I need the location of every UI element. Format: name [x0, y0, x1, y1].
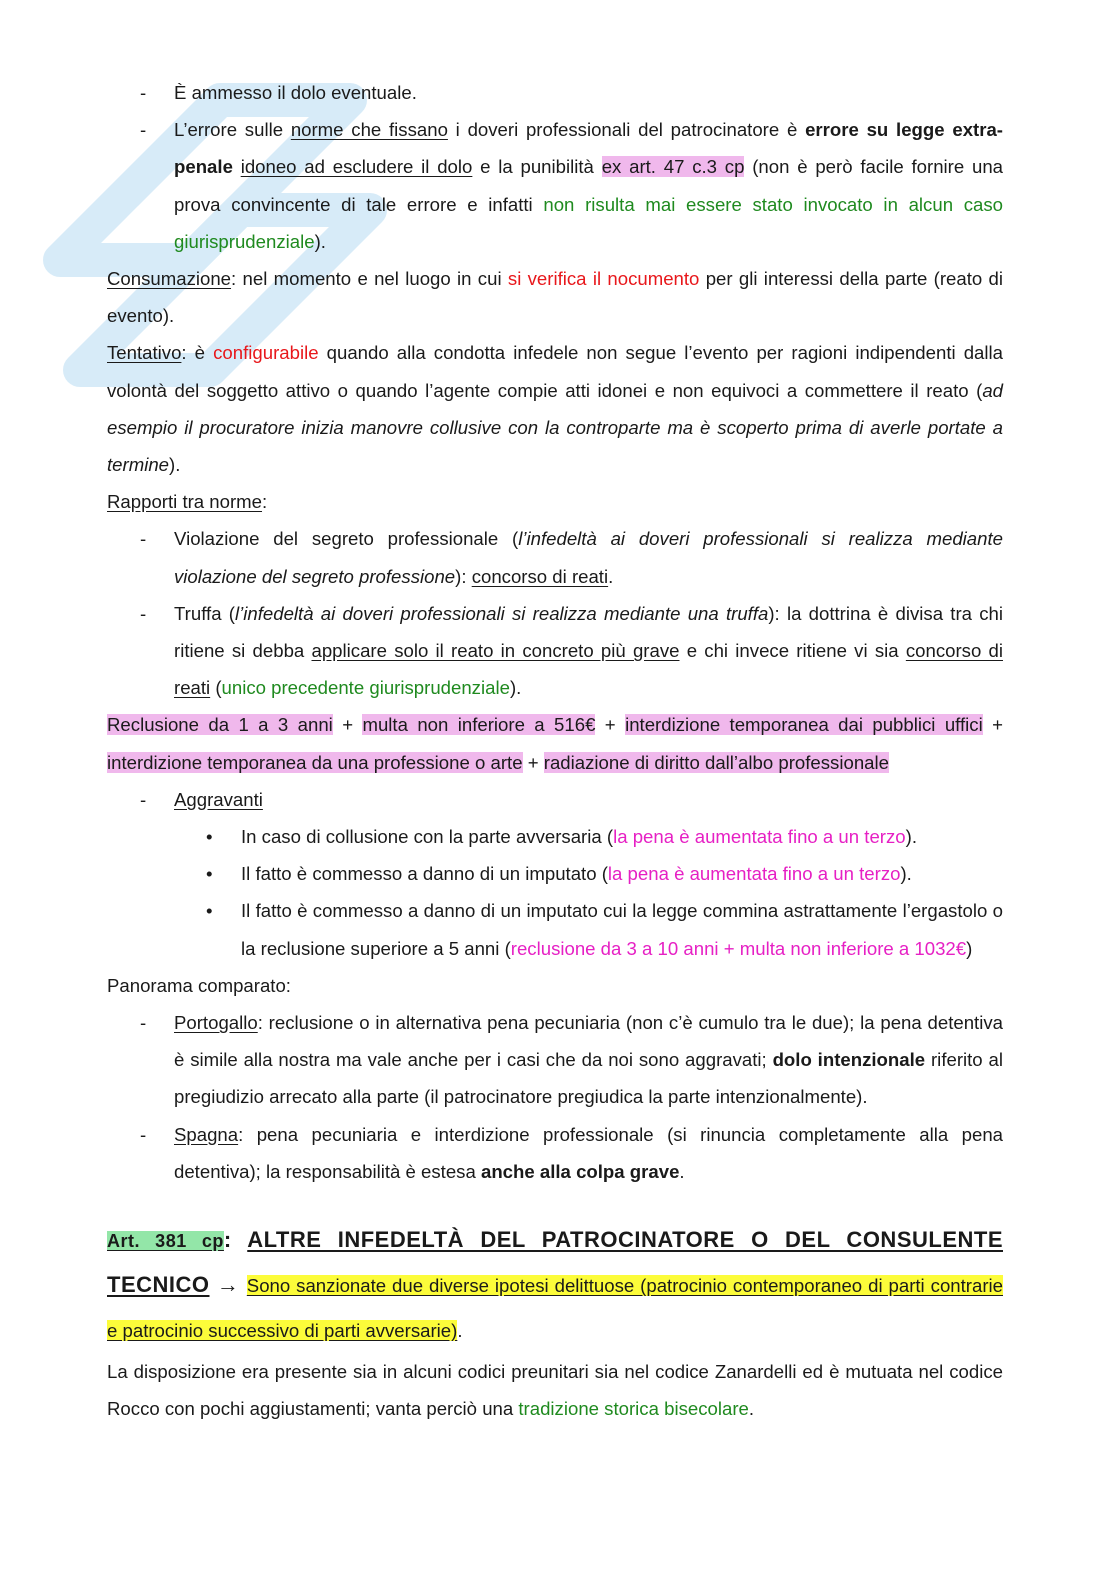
- list-item: - L’errore sulle norme che fissano i doveri professionali del patrocinatore è errore su legge extra-penale idoneo ad escludere il dolo e la punibilità ex art. 47 c.3 cp (non è però facile fornire una prova convincente di tale errore e infatti non risulta mai essere stato invocato in alcun caso giurisprudenziale).: [107, 111, 1003, 260]
- article-label: Art. 381 cp: [107, 1231, 224, 1252]
- paragraph-tentativo: Tentativo: è configurabile quando alla condotta infedele non segue l’evento per ragioni indipendenti dalla volontà del soggetto attivo o quando l’agente compie atti idonei e non equivoci a commettere il reato (ad esempio il procuratore inizia manovre collusive con la controparte ma è scoperto prima di averle portate a termine).: [107, 342, 1003, 476]
- list-item: - Violazione del segreto professionale (l’infedeltà ai doveri professionali si realizza mediante violazione del segreto professione): concorso di reati.: [107, 520, 1003, 594]
- list-item: - Aggravanti: [107, 781, 1003, 818]
- paragraph-rapporti: Rapporti tra norme:: [107, 491, 268, 513]
- bullet-item: • Il fatto è commesso a danno di un imputato (la pena è aumentata fino a un terzo).: [107, 855, 1003, 892]
- list-item: - Portogallo: reclusione o in alternativa pena pecuniaria (non c’è cumulo tra le due); la pena detentiva è simile alla nostra ma vale anche per i casi che da noi sono aggravati; dolo intenzionale riferito al pregiudizio arrecato alla parte (il patrocinatore pregiudica la parte intenzionalmente).: [107, 1004, 1003, 1116]
- paragraph-disposizione: La disposizione era presente sia in alcuni codici preunitari sia nel codice Zanardelli ed è mutuata nel codice Rocco con pochi aggiustamenti; vanta perciò una tradizione storica bisecolare.: [107, 1361, 1003, 1420]
- list-item: - È ammesso il dolo eventuale.: [107, 74, 1003, 111]
- bullet-item: • Il fatto è commesso a danno di un imputato cui la legge commina astrattamente l’ergastolo o la reclusione superiore a 5 anni (reclusione da 3 a 10 anni + multa non inferiore a 1032€): [107, 892, 1003, 966]
- bullet-item: • In caso di collusione con la parte avversaria (la pena è aumentata fino a un terzo).: [107, 818, 1003, 855]
- paragraph-panorama: Panorama comparato:: [107, 974, 291, 996]
- list-item: - Truffa (l’infedeltà ai doveri professionali si realizza mediante una truffa): la dottrina è divisa tra chi ritiene si debba applicare solo il reato in concreto più grave e chi invece ritiene vi sia concorso di reati (unico precedente giurisprudenziale).: [107, 595, 1003, 707]
- article-title: ALTRE INFEDELTÀ DEL PATROCINATORE O DEL CONSULENTE TECNICO: [107, 1227, 1003, 1298]
- arrow-icon: →: [209, 1272, 247, 1298]
- section-heading: Art. 381 cp: ALTRE INFEDELTÀ DEL PATROCINATORE O DEL CONSULENTE TECNICO → Sono sanzionate due diverse ipotesi delittuose (patrocinio contemporaneo di parti contrarie e patrocinio successivo di parti avversarie).: [107, 1227, 1003, 1342]
- paragraph-consumazione: Consumazione: nel momento e nel luogo in cui si verifica il nocumento per gli interessi della parte (reato di evento).: [107, 268, 1003, 327]
- document-page: [107, 74, 1003, 1428]
- list-item: - Spagna: pena pecuniaria e interdizione professionale (si rinuncia completamente alla pena detentiva); la responsabilità è estesa anche alla colpa grave.: [107, 1116, 1003, 1190]
- paragraph-pene: Reclusione da 1 a 3 anni + multa non inferiore a 516€ + interdizione temporanea dai pubblici uffici + interdizione temporanea da una professione o arte + radiazione di diritto dall’albo professionale: [107, 714, 1003, 773]
